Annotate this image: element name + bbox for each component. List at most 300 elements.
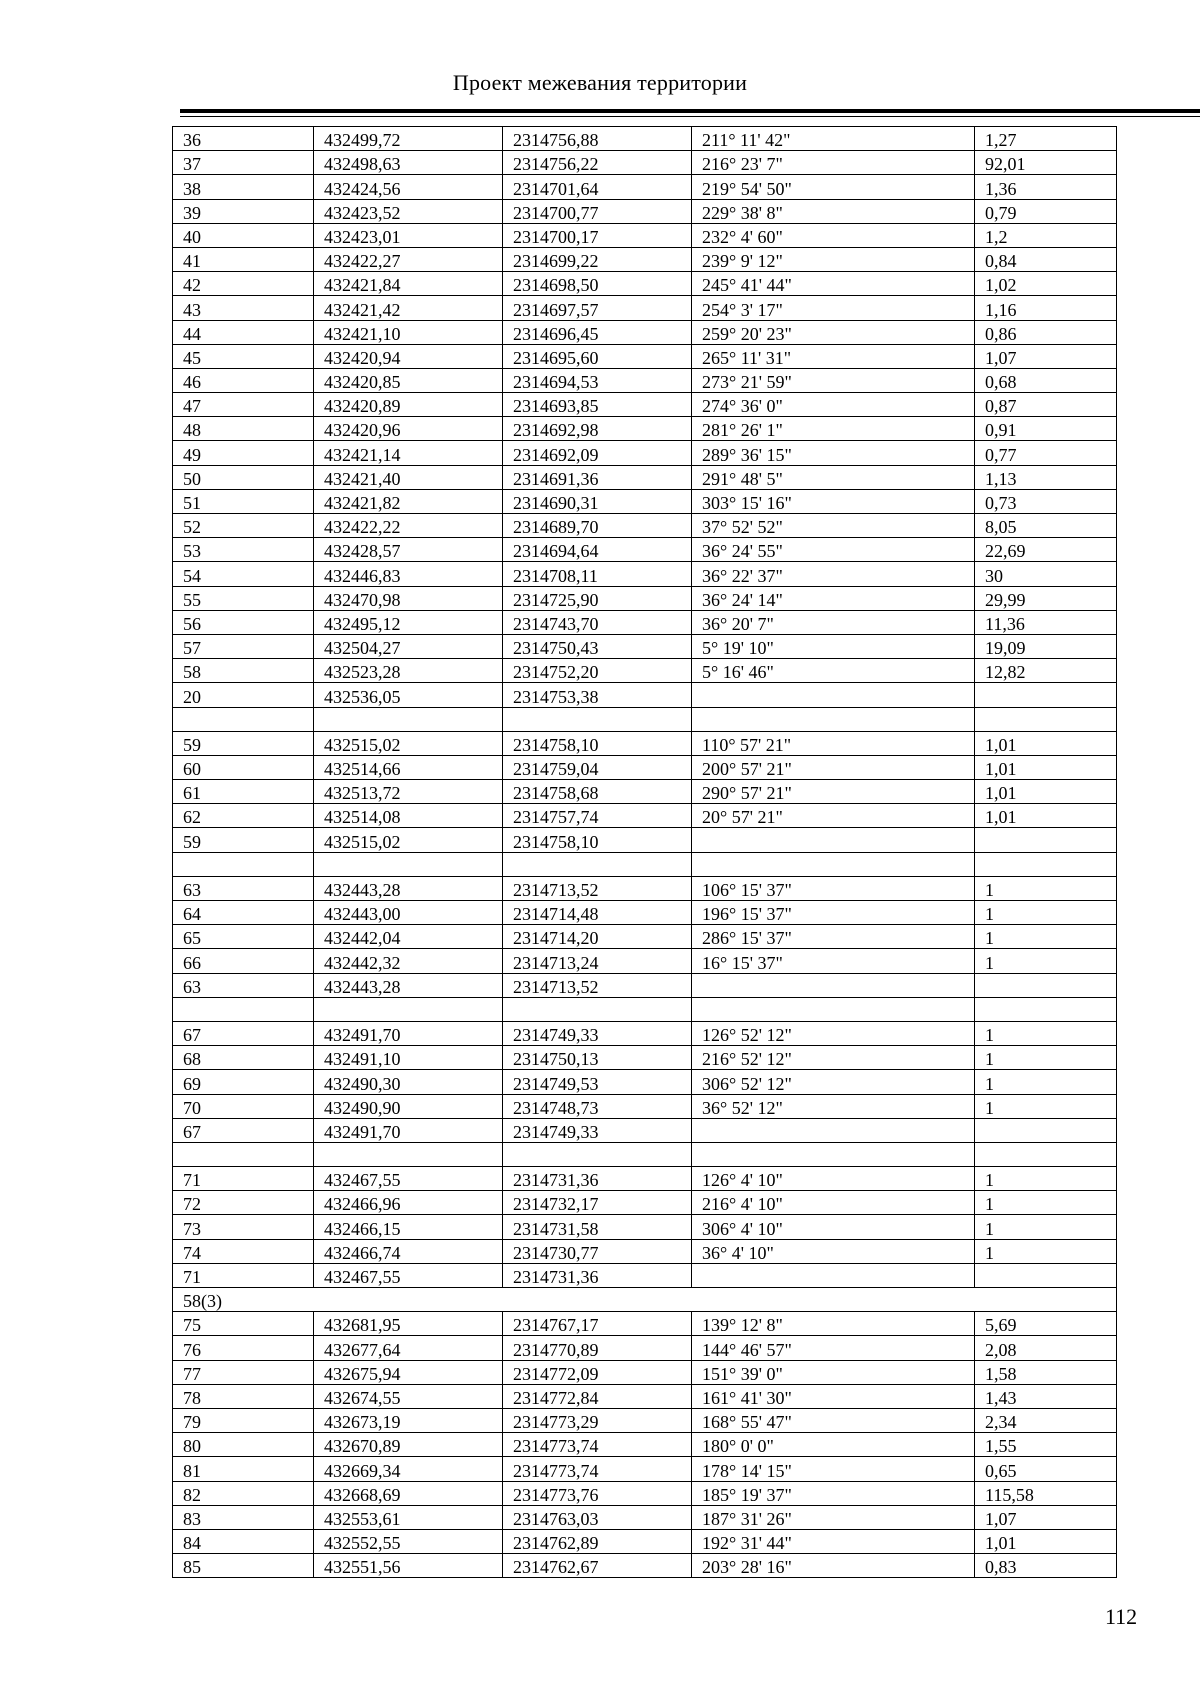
direction-angle-cell: 216° 4' 10" (692, 1191, 975, 1215)
x-coordinate-cell (314, 852, 503, 876)
direction-angle-cell: 36° 52' 12" (692, 1094, 975, 1118)
distance-cell: 1 (975, 1239, 1117, 1263)
page-number: 112 (1105, 1604, 1138, 1629)
distance-cell (975, 852, 1117, 876)
y-coordinate-cell: 2314750,13 (503, 1046, 692, 1070)
point-number-cell: 61 (173, 780, 314, 804)
point-number-cell: 43 (173, 296, 314, 320)
table-row (173, 247, 1117, 271)
distance-cell: 1 (975, 1070, 1117, 1094)
table-row (173, 1433, 1117, 1457)
x-coordinate-cell: 432443,28 (314, 876, 503, 900)
point-number-cell: 70 (173, 1094, 314, 1118)
point-number-cell: 66 (173, 949, 314, 973)
point-number-cell: 60 (173, 755, 314, 779)
distance-cell (975, 707, 1117, 731)
coordinates-table (172, 126, 1117, 1578)
x-coordinate-cell: 432467,55 (314, 1167, 503, 1191)
point-number-cell: 50 (173, 465, 314, 489)
direction-angle-cell: 36° 22' 37" (692, 562, 975, 586)
table-row (173, 634, 1117, 658)
point-number-cell: 79 (173, 1408, 314, 1432)
y-coordinate-cell: 2314700,77 (503, 199, 692, 223)
table-row (173, 973, 1117, 997)
y-coordinate-cell: 2314689,70 (503, 514, 692, 538)
direction-angle-cell (692, 1263, 975, 1287)
x-coordinate-cell: 432491,70 (314, 1021, 503, 1045)
distance-cell: 22,69 (975, 538, 1117, 562)
point-number-cell: 49 (173, 441, 314, 465)
table-row (173, 925, 1117, 949)
x-coordinate-cell: 432421,82 (314, 489, 503, 513)
y-coordinate-cell: 2314694,53 (503, 368, 692, 392)
direction-angle-cell: 110° 57' 21" (692, 731, 975, 755)
direction-angle-cell (692, 852, 975, 876)
point-number-cell: 62 (173, 804, 314, 828)
section-label-cell: 58(3) (173, 1288, 1117, 1312)
distance-cell: 1,58 (975, 1360, 1117, 1384)
point-number-cell: 42 (173, 272, 314, 296)
distance-cell (975, 828, 1117, 852)
distance-cell: 0,84 (975, 247, 1117, 271)
distance-cell: 29,99 (975, 586, 1117, 610)
table-row (173, 755, 1117, 779)
point-number-cell: 47 (173, 393, 314, 417)
x-coordinate-cell: 432421,14 (314, 441, 503, 465)
table-row (173, 1529, 1117, 1553)
distance-cell: 1 (975, 1215, 1117, 1239)
table-row (173, 562, 1117, 586)
y-coordinate-cell: 2314773,29 (503, 1408, 692, 1432)
table-row (173, 320, 1117, 344)
distance-cell: 5,69 (975, 1312, 1117, 1336)
y-coordinate-cell: 2314700,17 (503, 223, 692, 247)
distance-cell: 0,87 (975, 393, 1117, 417)
x-coordinate-cell: 432423,52 (314, 199, 503, 223)
table-row (173, 1288, 1117, 1312)
y-coordinate-cell: 2314693,85 (503, 393, 692, 417)
y-coordinate-cell: 2314730,77 (503, 1239, 692, 1263)
y-coordinate-cell: 2314731,58 (503, 1215, 692, 1239)
x-coordinate-cell: 432552,55 (314, 1529, 503, 1553)
table-row (173, 344, 1117, 368)
distance-cell: 1,01 (975, 780, 1117, 804)
distance-cell: 8,05 (975, 514, 1117, 538)
y-coordinate-cell: 2314770,89 (503, 1336, 692, 1360)
x-coordinate-cell: 432421,10 (314, 320, 503, 344)
distance-cell: 1,01 (975, 1529, 1117, 1553)
table-row (173, 949, 1117, 973)
point-number-cell: 59 (173, 731, 314, 755)
point-number-cell: 54 (173, 562, 314, 586)
x-coordinate-cell: 432443,00 (314, 901, 503, 925)
y-coordinate-cell: 2314752,20 (503, 659, 692, 683)
table-row (173, 610, 1117, 634)
direction-angle-cell: 203° 28' 16" (692, 1554, 975, 1578)
x-coordinate-cell: 432490,90 (314, 1094, 503, 1118)
x-coordinate-cell (314, 707, 503, 731)
table-row (173, 175, 1117, 199)
x-coordinate-cell: 432515,02 (314, 731, 503, 755)
y-coordinate-cell: 2314698,50 (503, 272, 692, 296)
x-coordinate-cell: 432421,42 (314, 296, 503, 320)
point-number-cell (173, 997, 314, 1021)
distance-cell: 1,01 (975, 755, 1117, 779)
table-row (173, 852, 1117, 876)
direction-angle-cell (692, 1118, 975, 1142)
y-coordinate-cell: 2314743,70 (503, 610, 692, 634)
direction-angle-cell (692, 997, 975, 1021)
direction-angle-cell (692, 973, 975, 997)
distance-cell: 0,83 (975, 1554, 1117, 1578)
distance-cell (975, 1142, 1117, 1166)
table-row (173, 199, 1117, 223)
x-coordinate-cell: 432420,85 (314, 368, 503, 392)
direction-angle-cell: 196° 15' 37" (692, 901, 975, 925)
point-number-cell: 64 (173, 901, 314, 925)
direction-angle-cell: 168° 55' 47" (692, 1408, 975, 1432)
y-coordinate-cell: 2314756,88 (503, 127, 692, 151)
distance-cell: 92,01 (975, 151, 1117, 175)
distance-cell: 115,58 (975, 1481, 1117, 1505)
distance-cell: 0,86 (975, 320, 1117, 344)
point-number-cell: 41 (173, 247, 314, 271)
point-number-cell: 51 (173, 489, 314, 513)
distance-cell: 1 (975, 1021, 1117, 1045)
direction-angle-cell: 126° 4' 10" (692, 1167, 975, 1191)
table-row (173, 465, 1117, 489)
direction-angle-cell: 187° 31' 26" (692, 1505, 975, 1529)
point-number-cell (173, 852, 314, 876)
distance-cell: 1,16 (975, 296, 1117, 320)
distance-cell: 1 (975, 1167, 1117, 1191)
direction-angle-cell: 281° 26' 1" (692, 417, 975, 441)
y-coordinate-cell: 2314731,36 (503, 1167, 692, 1191)
direction-angle-cell: 178° 14' 15" (692, 1457, 975, 1481)
table-row (173, 707, 1117, 731)
distance-cell (975, 997, 1117, 1021)
point-number-cell: 81 (173, 1457, 314, 1481)
table-row (173, 489, 1117, 513)
x-coordinate-cell: 432514,08 (314, 804, 503, 828)
y-coordinate-cell: 2314714,48 (503, 901, 692, 925)
table-row (173, 1142, 1117, 1166)
x-coordinate-cell: 432491,10 (314, 1046, 503, 1070)
x-coordinate-cell: 432523,28 (314, 659, 503, 683)
direction-angle-cell: 192° 31' 44" (692, 1529, 975, 1553)
y-coordinate-cell: 2314757,74 (503, 804, 692, 828)
point-number-cell: 74 (173, 1239, 314, 1263)
x-coordinate-cell: 432669,34 (314, 1457, 503, 1481)
distance-cell: 11,36 (975, 610, 1117, 634)
direction-angle-cell: 289° 36' 15" (692, 441, 975, 465)
table-row (173, 1021, 1117, 1045)
table-row (173, 538, 1117, 562)
x-coordinate-cell (314, 1142, 503, 1166)
x-coordinate-cell: 432420,94 (314, 344, 503, 368)
distance-cell (975, 1263, 1117, 1287)
y-coordinate-cell: 2314773,74 (503, 1433, 692, 1457)
y-coordinate-cell: 2314694,64 (503, 538, 692, 562)
table-row (173, 1384, 1117, 1408)
y-coordinate-cell: 2314714,20 (503, 925, 692, 949)
x-coordinate-cell: 432421,84 (314, 272, 503, 296)
table-row (173, 1505, 1117, 1529)
point-number-cell: 73 (173, 1215, 314, 1239)
x-coordinate-cell: 432466,74 (314, 1239, 503, 1263)
x-coordinate-cell: 432490,30 (314, 1070, 503, 1094)
point-number-cell: 53 (173, 538, 314, 562)
y-coordinate-cell: 2314750,43 (503, 634, 692, 658)
direction-angle-cell: 274° 36' 0" (692, 393, 975, 417)
x-coordinate-cell: 432670,89 (314, 1433, 503, 1457)
direction-angle-cell: 229° 38' 8" (692, 199, 975, 223)
distance-cell: 1,55 (975, 1433, 1117, 1457)
table-row (173, 441, 1117, 465)
point-number-cell: 39 (173, 199, 314, 223)
y-coordinate-cell: 2314713,24 (503, 949, 692, 973)
distance-cell: 30 (975, 562, 1117, 586)
direction-angle-cell: 36° 20' 7" (692, 610, 975, 634)
distance-cell: 1,2 (975, 223, 1117, 247)
x-coordinate-cell: 432675,94 (314, 1360, 503, 1384)
point-number-cell (173, 707, 314, 731)
direction-angle-cell: 306° 52' 12" (692, 1070, 975, 1094)
x-coordinate-cell (314, 997, 503, 1021)
point-number-cell: 80 (173, 1433, 314, 1457)
distance-cell: 0,68 (975, 368, 1117, 392)
table-row (173, 417, 1117, 441)
x-coordinate-cell: 432513,72 (314, 780, 503, 804)
x-coordinate-cell: 432498,63 (314, 151, 503, 175)
point-number-cell: 67 (173, 1021, 314, 1045)
y-coordinate-cell: 2314708,11 (503, 562, 692, 586)
y-coordinate-cell: 2314756,22 (503, 151, 692, 175)
x-coordinate-cell: 432551,56 (314, 1554, 503, 1578)
direction-angle-cell: 180° 0' 0" (692, 1433, 975, 1457)
point-number-cell: 37 (173, 151, 314, 175)
distance-cell: 0,91 (975, 417, 1117, 441)
distance-cell: 19,09 (975, 634, 1117, 658)
distance-cell: 1,36 (975, 175, 1117, 199)
point-number-cell: 55 (173, 586, 314, 610)
point-number-cell: 58 (173, 659, 314, 683)
x-coordinate-cell: 432674,55 (314, 1384, 503, 1408)
header-rule-thick (180, 109, 1200, 113)
direction-angle-cell: 219° 54' 50" (692, 175, 975, 199)
x-coordinate-cell: 432677,64 (314, 1336, 503, 1360)
direction-angle-cell: 259° 20' 23" (692, 320, 975, 344)
table-row (173, 368, 1117, 392)
table-row (173, 514, 1117, 538)
y-coordinate-cell: 2314701,64 (503, 175, 692, 199)
y-coordinate-cell (503, 997, 692, 1021)
direction-angle-cell: 36° 4' 10" (692, 1239, 975, 1263)
direction-angle-cell (692, 683, 975, 707)
y-coordinate-cell: 2314696,45 (503, 320, 692, 344)
distance-cell: 1 (975, 949, 1117, 973)
direction-angle-cell: 291° 48' 5" (692, 465, 975, 489)
y-coordinate-cell: 2314692,98 (503, 417, 692, 441)
x-coordinate-cell: 432428,57 (314, 538, 503, 562)
y-coordinate-cell: 2314763,03 (503, 1505, 692, 1529)
direction-angle-cell (692, 707, 975, 731)
y-coordinate-cell: 2314772,09 (503, 1360, 692, 1384)
x-coordinate-cell: 432553,61 (314, 1505, 503, 1529)
direction-angle-cell: 36° 24' 55" (692, 538, 975, 562)
y-coordinate-cell: 2314690,31 (503, 489, 692, 513)
direction-angle-cell: 106° 15' 37" (692, 876, 975, 900)
table-row (173, 1239, 1117, 1263)
direction-angle-cell: 306° 4' 10" (692, 1215, 975, 1239)
point-number-cell: 56 (173, 610, 314, 634)
point-number-cell: 20 (173, 683, 314, 707)
x-coordinate-cell: 432466,15 (314, 1215, 503, 1239)
point-number-cell: 63 (173, 973, 314, 997)
direction-angle-cell: 16° 15' 37" (692, 949, 975, 973)
table-row (173, 1457, 1117, 1481)
point-number-cell (173, 1142, 314, 1166)
point-number-cell: 82 (173, 1481, 314, 1505)
direction-angle-cell: 211° 11' 42" (692, 127, 975, 151)
y-coordinate-cell (503, 852, 692, 876)
direction-angle-cell (692, 828, 975, 852)
y-coordinate-cell: 2314767,17 (503, 1312, 692, 1336)
y-coordinate-cell: 2314759,04 (503, 755, 692, 779)
table-row (173, 1481, 1117, 1505)
direction-angle-cell: 126° 52' 12" (692, 1021, 975, 1045)
x-coordinate-cell: 432442,32 (314, 949, 503, 973)
point-number-cell: 44 (173, 320, 314, 344)
table-row (173, 1408, 1117, 1432)
x-coordinate-cell: 432470,98 (314, 586, 503, 610)
x-coordinate-cell: 432420,89 (314, 393, 503, 417)
table-row (173, 1215, 1117, 1239)
table-row (173, 780, 1117, 804)
table-row (173, 1070, 1117, 1094)
y-coordinate-cell: 2314762,89 (503, 1529, 692, 1553)
y-coordinate-cell: 2314725,90 (503, 586, 692, 610)
distance-cell: 1,07 (975, 344, 1117, 368)
direction-angle-cell: 161° 41' 30" (692, 1384, 975, 1408)
x-coordinate-cell: 432673,19 (314, 1408, 503, 1432)
y-coordinate-cell: 2314749,53 (503, 1070, 692, 1094)
table-row (173, 223, 1117, 247)
direction-angle-cell: 265° 11' 31" (692, 344, 975, 368)
distance-cell (975, 683, 1117, 707)
point-number-cell: 69 (173, 1070, 314, 1094)
table-row (173, 127, 1117, 151)
y-coordinate-cell: 2314748,73 (503, 1094, 692, 1118)
y-coordinate-cell: 2314732,17 (503, 1191, 692, 1215)
distance-cell: 1 (975, 901, 1117, 925)
distance-cell: 0,73 (975, 489, 1117, 513)
table-row (173, 901, 1117, 925)
x-coordinate-cell: 432499,72 (314, 127, 503, 151)
table-row (173, 1312, 1117, 1336)
distance-cell: 1,07 (975, 1505, 1117, 1529)
direction-angle-cell: 185° 19' 37" (692, 1481, 975, 1505)
point-number-cell: 48 (173, 417, 314, 441)
x-coordinate-cell: 432495,12 (314, 610, 503, 634)
x-coordinate-cell: 432536,05 (314, 683, 503, 707)
distance-cell: 1 (975, 1094, 1117, 1118)
table-row (173, 804, 1117, 828)
distance-cell (975, 1118, 1117, 1142)
direction-angle-cell: 290° 57' 21" (692, 780, 975, 804)
point-number-cell: 78 (173, 1384, 314, 1408)
point-number-cell: 85 (173, 1554, 314, 1578)
table-row (173, 296, 1117, 320)
point-number-cell: 52 (173, 514, 314, 538)
distance-cell: 1,02 (975, 272, 1117, 296)
point-number-cell: 71 (173, 1167, 314, 1191)
y-coordinate-cell (503, 707, 692, 731)
point-number-cell: 77 (173, 1360, 314, 1384)
distance-cell: 1 (975, 876, 1117, 900)
direction-angle-cell: 239° 9' 12" (692, 247, 975, 271)
distance-cell: 2,08 (975, 1336, 1117, 1360)
distance-cell: 0,65 (975, 1457, 1117, 1481)
y-coordinate-cell (503, 1142, 692, 1166)
direction-angle-cell: 36° 24' 14" (692, 586, 975, 610)
x-coordinate-cell: 432491,70 (314, 1118, 503, 1142)
table-row (173, 828, 1117, 852)
table-row (173, 1191, 1117, 1215)
distance-cell: 12,82 (975, 659, 1117, 683)
y-coordinate-cell: 2314713,52 (503, 876, 692, 900)
x-coordinate-cell: 432422,27 (314, 247, 503, 271)
x-coordinate-cell: 432668,69 (314, 1481, 503, 1505)
y-coordinate-cell: 2314773,74 (503, 1457, 692, 1481)
point-number-cell: 71 (173, 1263, 314, 1287)
y-coordinate-cell: 2314758,10 (503, 731, 692, 755)
distance-cell: 1,01 (975, 804, 1117, 828)
point-number-cell: 40 (173, 223, 314, 247)
direction-angle-cell: 20° 57' 21" (692, 804, 975, 828)
point-number-cell: 46 (173, 368, 314, 392)
y-coordinate-cell: 2314749,33 (503, 1118, 692, 1142)
direction-angle-cell: 151° 39' 0" (692, 1360, 975, 1384)
table-row (173, 1167, 1117, 1191)
direction-angle-cell: 254° 3' 17" (692, 296, 975, 320)
direction-angle-cell: 245° 41' 44" (692, 272, 975, 296)
point-number-cell: 45 (173, 344, 314, 368)
direction-angle-cell: 273° 21' 59" (692, 368, 975, 392)
point-number-cell: 76 (173, 1336, 314, 1360)
x-coordinate-cell: 432442,04 (314, 925, 503, 949)
distance-cell: 1,13 (975, 465, 1117, 489)
point-number-cell: 67 (173, 1118, 314, 1142)
x-coordinate-cell: 432422,22 (314, 514, 503, 538)
y-coordinate-cell: 2314762,67 (503, 1554, 692, 1578)
direction-angle-cell: 303° 15' 16" (692, 489, 975, 513)
y-coordinate-cell: 2314713,52 (503, 973, 692, 997)
point-number-cell: 59 (173, 828, 314, 852)
y-coordinate-cell: 2314758,68 (503, 780, 692, 804)
x-coordinate-cell: 432681,95 (314, 1312, 503, 1336)
distance-cell: 1 (975, 1191, 1117, 1215)
distance-cell: 2,34 (975, 1408, 1117, 1432)
point-number-cell: 68 (173, 1046, 314, 1070)
x-coordinate-cell: 432466,96 (314, 1191, 503, 1215)
distance-cell: 1,27 (975, 127, 1117, 151)
table-row (173, 1118, 1117, 1142)
distance-cell: 0,77 (975, 441, 1117, 465)
distance-cell: 1 (975, 1046, 1117, 1070)
y-coordinate-cell: 2314772,84 (503, 1384, 692, 1408)
direction-angle-cell: 5° 19' 10" (692, 634, 975, 658)
